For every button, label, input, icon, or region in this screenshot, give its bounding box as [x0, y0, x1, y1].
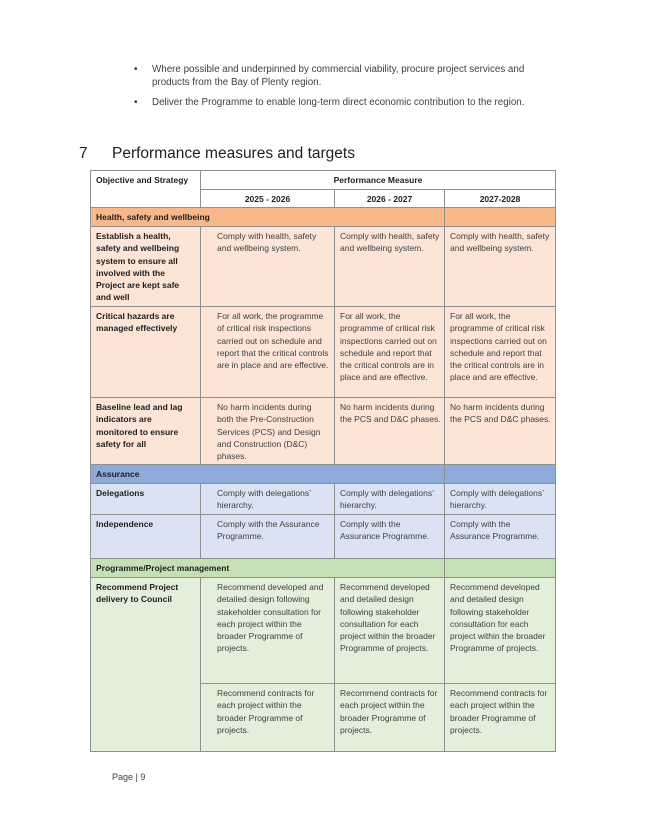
- measure-cell: Recommend contracts for each project within the broader Programme of projects.: [335, 684, 445, 752]
- measure-cell: For all work, the programme of critical risk inspections carried out on schedule and report that the critical controls are in place and are effective.: [445, 307, 556, 398]
- measure-cell: Recommend contracts for each project within the broader Programme of projects.: [445, 684, 556, 752]
- col-measure-header: Performance Measure: [201, 171, 556, 190]
- bullet-item: • Deliver the Programme to enable long-term direct economic contribution to the region.: [134, 97, 525, 108]
- measure-cell: Comply with delegations’ hierarchy.: [335, 484, 445, 515]
- measure-cell: Comply with delegations’ hierarchy.: [201, 484, 335, 515]
- measure-cell: For all work, the programme of critical risk inspections carried out on schedule and report that the critical controls are in place and are effective.: [201, 307, 335, 398]
- measure-cell: No harm incidents during both the Pre-Construction Services (PCS) and Design and Construction (D&C) phases.: [201, 398, 335, 465]
- measure-cell: Comply with health, safety and wellbeing system.: [201, 227, 335, 307]
- col-objective-header: Objective and Strategy: [91, 171, 201, 208]
- section-row: [91, 208, 556, 227]
- performance-table: [90, 170, 556, 752]
- table-row: [91, 227, 556, 307]
- objective-cell: Recommend Project delivery to Council: [91, 578, 201, 752]
- section-title: Health, safety and wellbeing: [91, 208, 445, 227]
- table-row: [91, 515, 556, 559]
- section-number: 7: [79, 145, 88, 162]
- table-row: [91, 578, 556, 684]
- measure-cell: Recommend developed and detailed design following stakeholder consultation for each project within the broader Programme of projects.: [201, 578, 335, 684]
- page-footer: Page | 9: [112, 772, 146, 782]
- measure-cell: Comply with delegations’ hierarchy.: [445, 484, 556, 515]
- year-header: 2026 - 2027: [335, 190, 445, 208]
- section-row: [91, 465, 556, 484]
- measure-cell: Comply with health, safety and wellbeing system.: [335, 227, 445, 307]
- measure-cell: No harm incidents during the PCS and D&C phases.: [445, 398, 556, 465]
- section-title: Performance measures and targets: [112, 145, 355, 162]
- year-header: 2025 - 2026: [201, 190, 335, 208]
- measure-cell: Recommend contracts for each project within the broader Programme of projects.: [201, 684, 335, 752]
- year-header: 2027-2028: [445, 190, 556, 208]
- measure-cell: No harm incidents during the PCS and D&C phases.: [335, 398, 445, 465]
- measure-cell: Comply with the Assurance Programme.: [445, 515, 556, 559]
- header-row: [91, 171, 556, 190]
- section-title: Assurance: [91, 465, 445, 484]
- measure-cell: For all work, the programme of critical risk inspections carried out on schedule and report that the critical controls are in place and are effective.: [335, 307, 445, 398]
- objective-cell: Delegations: [91, 484, 201, 515]
- objective-cell: Independence: [91, 515, 201, 559]
- bullet-icon: •: [134, 97, 138, 108]
- objective-cell: Baseline lead and lag indicators are monitored to ensure safety for all: [91, 398, 201, 465]
- section-row: [91, 559, 556, 578]
- section-heading: [79, 145, 355, 163]
- measure-cell: Recommend developed and detailed design following stakeholder consultation for each project within the broader Programme of projects.: [445, 578, 556, 684]
- table-row: [91, 484, 556, 515]
- table-row: [91, 398, 556, 465]
- objective-cell: Critical hazards are managed effectively: [91, 307, 201, 398]
- table-row: [91, 307, 556, 398]
- measure-cell: Comply with health, safety and wellbeing system.: [445, 227, 556, 307]
- bullet-list: [134, 63, 554, 116]
- section-title: Programme/Project management: [91, 559, 445, 578]
- objective-cell: Establish a health, safety and wellbeing system to ensure all involved with the Project are kept safe and well: [91, 227, 201, 307]
- measure-cell: Recommend developed and detailed design following stakeholder consultation for each project within the broader Programme of projects.: [335, 578, 445, 684]
- measure-cell: Comply with the Assurance Programme.: [335, 515, 445, 559]
- bullet-item: • Where possible and underpinned by commercial viability, procure project services and products from the Bay of Plenty region.: [134, 64, 525, 88]
- measure-cell: Comply with the Assurance Programme.: [201, 515, 335, 559]
- bullet-icon: •: [134, 64, 138, 75]
